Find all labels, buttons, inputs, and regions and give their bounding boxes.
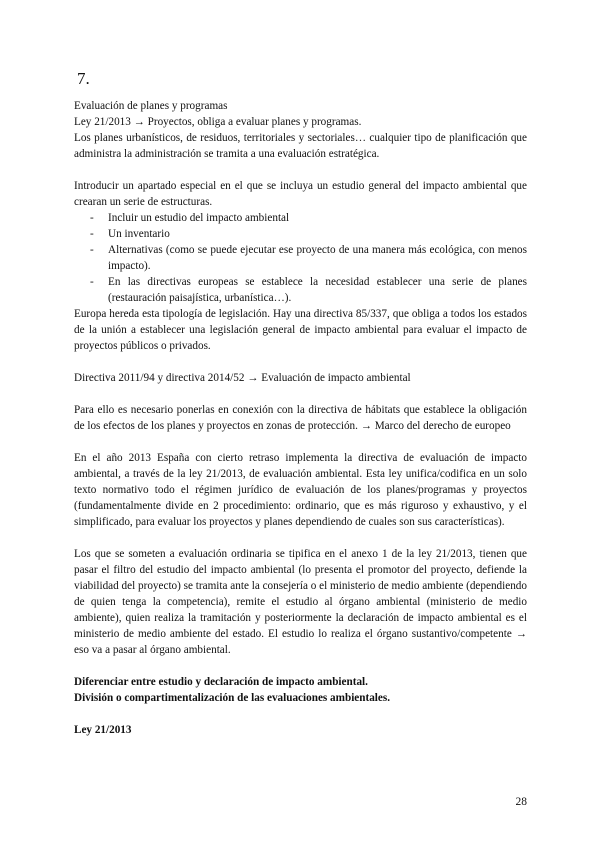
- section-heading: Evaluación de planes y programas: [74, 100, 228, 112]
- europe-paragraph: Europa hereda esta tipología de legislación. Hay una directiva 85/337, que obliga a todos los estados de la unión a establecer una legislación general de impacto ambiental para evaluar el impacto de proyectos públicos o privados.: [74, 308, 527, 352]
- intro-paragraph: Los planes urbanísticos, de residuos, territoriales y sectoriales… cualquier tipo de planificación que administra la administración se tramita a una evaluación estratégica.: [74, 132, 527, 160]
- bullet-list: [74, 210, 527, 306]
- spain-paragraph: En el año 2013 España con cierto retraso implementa la directiva de evaluación de impacto ambiental, a través de la ley 21/2013, de evaluación ambiental. Esta ley unifica/codifica en un solo texto normativo todo el régimen jurídico de evaluación de los planes/programas y proyectos (fundamentalmente divide en 2 procedimiento: ordinario, que es más riguroso y exhaustivo, y el simplificado, para evaluar los proyectos y planes dependiendo de cuales son sus características).: [74, 452, 527, 528]
- bold-note-2: División o compartimentalización de las evaluaciones ambientales.: [74, 692, 391, 704]
- list-item: - Incluir un estudio del impacto ambiental: [74, 210, 527, 226]
- list-item: - Alternativas (como se puede ejecutar ese proyecto de una manera más ecológica, con menos impacto).: [74, 242, 527, 274]
- chapter-number: 7.: [77, 69, 90, 88]
- ordinary-evaluation-paragraph: Los que se someten a evaluación ordinaria se tipifica en el anexo 1 de la ley 21/2013, tienen que pasar el filtro del estudio del impacto ambiental (lo presenta el promotor del proyecto, defiende la viabilidad del proyecto) se tramita ante la consejería o el ministerio de medio ambiente (dependiendo de quien tenga la competencia), remite el estudio al órgano ambiental (ministerio de medio ambiente), quien realiza la tramitación y posteriormente la declaración de impacto ambiental es el ministerio de medio ambiente del estado. El estudio lo realiza el órgano sustantivo/competente → eso va a pasar al órgano ambiental.: [74, 548, 527, 656]
- page-number: 28: [515, 796, 527, 808]
- special-section-paragraph: Introducir un apartado especial en el que se incluya un estudio general del impacto ambiental que crearan un serie de estructuras.: [74, 180, 527, 208]
- directives-line: Directiva 2011/94 y directiva 2014/52 → Evaluación de impacto ambiental: [74, 372, 411, 384]
- list-item: - En las directivas europeas se establece la necesidad establecer una serie de planes (restauración paisajística, urbanística…).: [74, 274, 527, 306]
- law-heading: Ley 21/2013: [74, 724, 132, 736]
- intro-line: Ley 21/2013 → Proyectos, obliga a evaluar planes y programas.: [74, 116, 362, 128]
- list-item: - Un inventario: [74, 226, 527, 242]
- document-page: [74, 68, 527, 738]
- habitats-paragraph: Para ello es necesario ponerlas en conexión con la directiva de hábitats que establece la obligación de los efectos de los planes y proyectos en zonas de protección. → Marco del derecho de europeo: [74, 404, 527, 432]
- bold-note-1: Diferenciar entre estudio y declaración de impacto ambiental.: [74, 676, 368, 688]
